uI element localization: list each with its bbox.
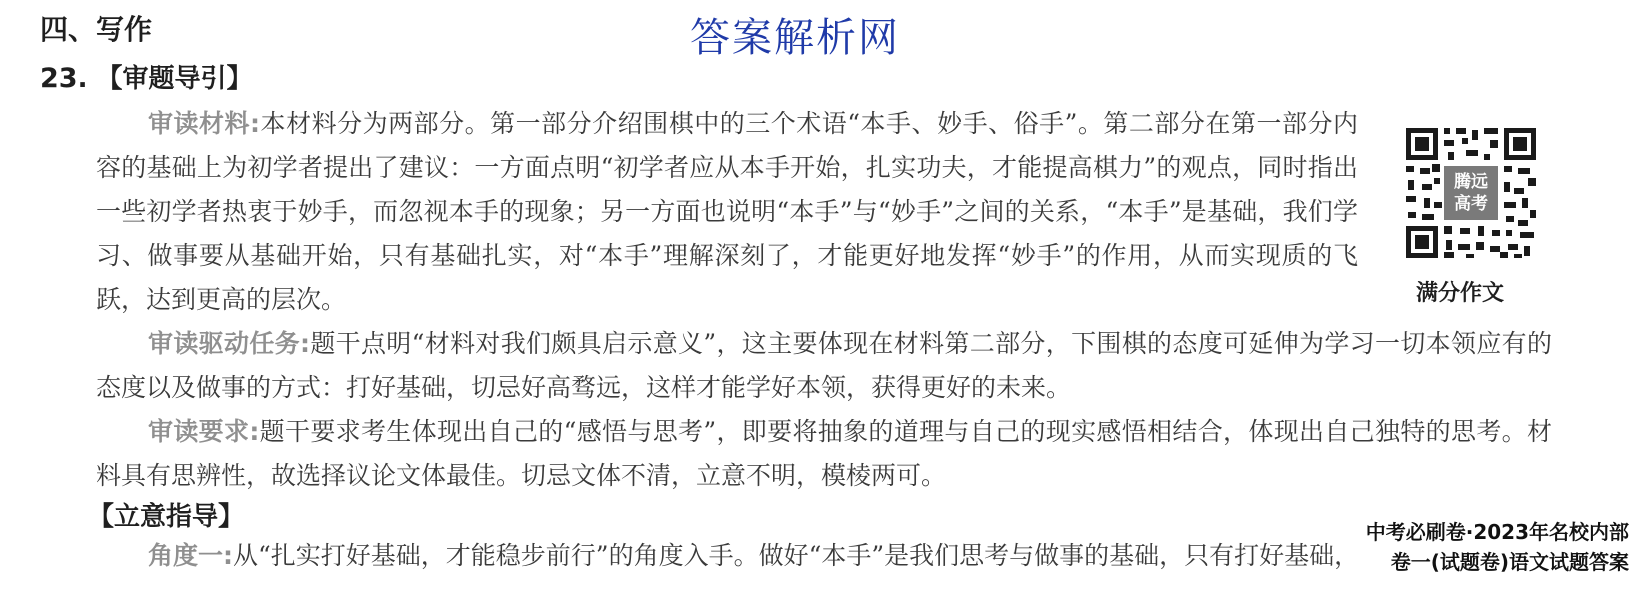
label-colon: : [299, 329, 310, 358]
section-title: 四、写作 [40, 13, 153, 46]
site-watermark: 答案解析网 [690, 15, 900, 61]
question-title [40, 58, 253, 95]
paragraph-angle-one [96, 534, 1552, 578]
question-number-dot: . [77, 64, 88, 94]
paragraph-label: 审读材料 [148, 109, 251, 138]
paragraph-label: 审读要求 [148, 417, 250, 446]
angle-label: 角度一 [148, 541, 224, 570]
angle-text: 从“扎实打好基础，才能稳步前行”的角度入手。做好“本手”是我们思考与做事的基础，只有打好基础， [233, 541, 1360, 570]
label-colon: : [250, 109, 261, 138]
question-number: 23 [40, 63, 78, 94]
paragraph-material [96, 102, 1358, 322]
paragraph-text: 题干点明“材料对我们颇具启示意义”，这主要体现在材料第二部分，下围棋的态度可延伸为学习一切本领应有的态度以及做事的方式：打好基础，切忌好高骛远，这样才能学好本领，获得更好的未来。 [96, 329, 1552, 402]
footer-line-2: 卷一(试题卷)语文试题答案 [1391, 546, 1629, 575]
qr-badge-line1: 腾远 [1454, 172, 1488, 192]
question-heading: 【审题导引】 [96, 64, 253, 94]
qr-badge-line2: 高考 [1454, 194, 1488, 214]
paragraph-requirements [96, 410, 1552, 498]
qr-caption: 满分作文 [1416, 281, 1505, 306]
paragraph-label: 审读驱动任务 [148, 329, 300, 358]
paragraph-text: 题干要求考生体现出自己的“感悟与思考”，即要将抽象的道理与自己的现实感悟相结合，体现出自己独特的思考。材料具有思辨性，故选择议论文体最佳。切忌文体不清，立意不明，模棱两可。 [96, 417, 1552, 490]
footer-line-1: 中考必刷卷·2023年名校内部 [1366, 516, 1629, 545]
guidance-heading: 【立意指导】 [88, 502, 245, 532]
paragraph-text: 本材料分为两部分。第一部分介绍围棋中的三个术语“本手、妙手、俗手”。第二部分在第一部分内容的基础上为初学者提出了建议：一方面点明“初学者应从本手开始，扎实功夫，才能提高棋力”的观点，同时指出一些初学者热衷于妙手，而忽视本手的现象；另一方面也说明“本手”与“妙手”之间的关系，“本手”是基础，我们学习、做事要从基础开始，只有基础扎实，对“本手”理解深刻了，才能更好地发挥“妙手”的作用，从而实现质的飞跃，达到更高的层次。 [96, 109, 1358, 314]
qr-badge [1444, 166, 1498, 220]
label-colon: : [223, 541, 234, 570]
label-colon: : [249, 417, 260, 446]
paragraph-task [96, 322, 1552, 410]
qr-code [1404, 126, 1538, 260]
